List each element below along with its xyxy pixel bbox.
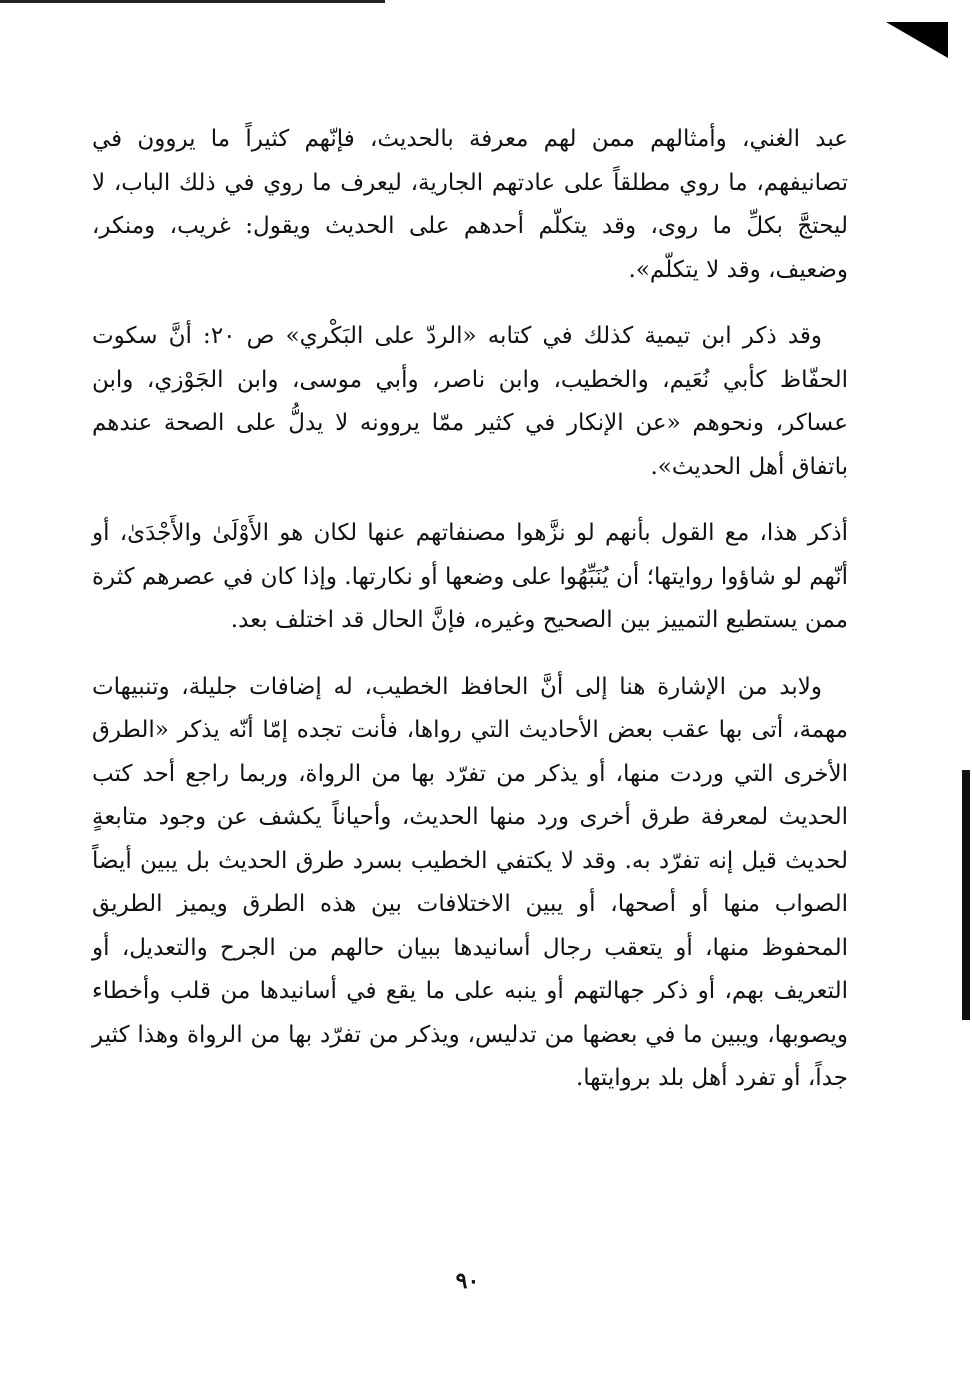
paragraph-3: أذكر هذا، مع القول بأنهم لو نزَّهوا مصنفاتهم عنها لكان هو الأَوْلَىٰ والأَجْدَىٰ، أو أنّهم لو شاؤوا روايتها؛ أن يُنَبِّهُوا على وضعها أو نكارتها. وإذا كان في عصرهم كثرة ممن يستطيع التمييز بين الصحيح وغيره، فإنَّ الحال قد اختلف بعد. bbox=[92, 520, 848, 633]
body-text bbox=[92, 118, 848, 1124]
paragraph-4: ولابد من الإشارة هنا إلى أنَّ الحافظ الخطيب، له إضافات جليلة، وتنبيهات مهمة، أتى بها عقب بعض الأحاديث التي رواها، فأنت تجده إمّا أنّه يذكر «الطرق الأخرى التي وردت منها، أو يذكر من تفرّد بها من الرواة، وربما راجع أحد كتب الحديث لمعرفة طرق أخرى ورد منها الحديث، وأحياناً يكشف عن وجود متابعةٍ لحديث قيل إنه تفرّد به. وقد لا يكتفي الخطيب بسرد طرق الحديث بل يبين أيضاً الصواب منها أو أصحها، أو يبين الاختلافات بين هذه الطرق ويميز الطريق المحفوظ منها، أو يتعقب رجال أسانيدها ببيان حالهم من الجرح والتعديل، أو التعريف بهم، أو ذكر جهالتهم أو ينبه على ما يقع في أسانيدها من قلب وأخطاء ويصوبها، ويبين ما في بعضها من تدليس، ويذكر من تفرّد بها من الرواة وهذا كثير جداً، أو تفرد أهل بلد بروايتها. bbox=[92, 673, 848, 1091]
paragraph-1: عبد الغني، وأمثالهم ممن لهم معرفة بالحديث، فإنّهم كثيراً ما يروون في تصانيفهم، ما روي مطلقاً على عادتهم الجارية، ليعرف ما روي في ذلك الباب، لا ليحتجَّ بكلِّ ما روى، وقد يتكلّم أحدهم على الحديث ويقول: غريب، ومنكر، وضعيف، وقد لا يتكلّم». bbox=[92, 126, 848, 283]
corner-triangle-mark bbox=[886, 22, 948, 58]
header-rule bbox=[0, 0, 385, 3]
page-number: ٩٠ bbox=[455, 1268, 480, 1294]
paragraph-2: وقد ذكر ابن تيمية كذلك في كتابه «الردّ على البَكْري» ص ٢٠: أنَّ سكوت الحفّاظ كأبي نُعَيم، والخطيب، وابن ناصر، وأبي موسى، وابن الجَوْزي، وابن عساكر، ونحوهم «عن الإنكار في كثير ممّا يروونه لا يدلُّ على الصحة عندهم باتفاق أهل الحديث». bbox=[92, 323, 848, 480]
scan-edge-bar bbox=[962, 770, 970, 1020]
